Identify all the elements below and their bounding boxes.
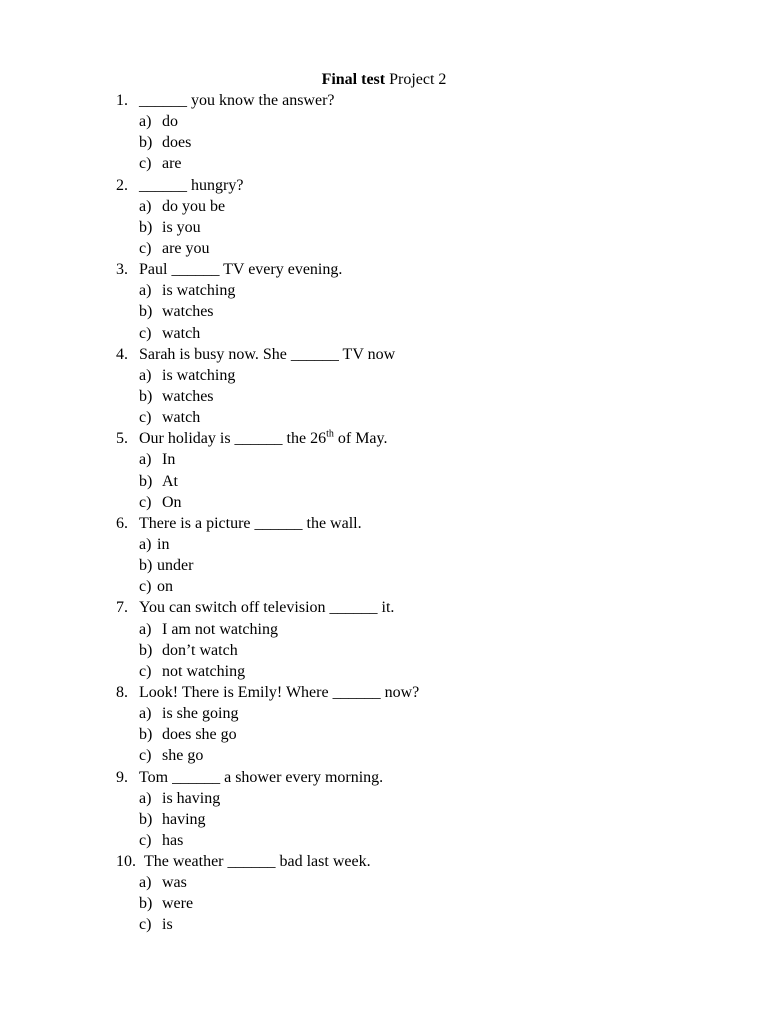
answer-text: watches — [162, 303, 214, 321]
answer-text: is she going — [162, 705, 239, 723]
answer-text: I am not watching — [162, 620, 278, 638]
answer-text: is watching — [162, 366, 236, 384]
answer-option-content — [139, 745, 203, 766]
answer-text: are you — [162, 239, 210, 257]
answer-letter: c) — [139, 916, 152, 934]
answer-letter: c) — [139, 747, 152, 765]
answer-letter: c) — [139, 409, 152, 427]
answer-text: on — [157, 578, 173, 596]
answer-text: do — [162, 113, 178, 131]
question-text-before: Our holiday is ______ the 26 — [139, 430, 327, 448]
question-number: 10. — [116, 853, 136, 871]
answer-text: does — [162, 134, 192, 152]
answer-text: watches — [162, 387, 214, 405]
answer-option-content — [139, 492, 182, 513]
answer-option-content — [139, 280, 235, 301]
answer-option — [113, 449, 713, 470]
answer-text: does she go — [162, 726, 237, 744]
question-text — [139, 428, 388, 449]
answer-option-content — [139, 661, 245, 682]
question-number: 7. — [116, 599, 128, 617]
answer-letter: a) — [139, 535, 152, 553]
answer-option-content — [139, 576, 173, 597]
answer-option — [113, 492, 713, 513]
answer-option-content — [139, 386, 214, 407]
answer-text: is — [162, 916, 173, 934]
answer-option-content — [139, 301, 214, 322]
answer-text: under — [157, 557, 194, 575]
answer-option — [113, 619, 713, 640]
answer-letter: a) — [139, 282, 152, 300]
answer-text: is having — [162, 789, 221, 807]
question-number: 8. — [116, 683, 128, 701]
answer-letter: b) — [139, 472, 153, 490]
answer-option — [113, 386, 713, 407]
question-number: 5. — [116, 430, 128, 448]
answer-letter: a) — [139, 197, 152, 215]
answer-option — [113, 111, 713, 132]
answer-option — [113, 153, 713, 174]
question-7 — [113, 597, 713, 618]
answer-option-content — [139, 619, 278, 640]
question-list — [113, 90, 713, 936]
answer-option-content — [139, 111, 178, 132]
answer-letter: c) — [139, 155, 152, 173]
question-text: Paul ______ TV every evening. — [139, 261, 343, 279]
answer-text: not watching — [162, 662, 246, 680]
answer-option — [113, 703, 713, 724]
answer-option-content — [139, 640, 238, 661]
question-text-superscript: th — [326, 428, 334, 440]
answer-option-content — [139, 407, 200, 428]
answer-option-content — [139, 788, 220, 809]
answer-letter: a) — [139, 451, 152, 469]
question-4 — [113, 344, 713, 365]
answer-letter: c) — [139, 324, 152, 342]
answer-letter: a) — [139, 874, 152, 892]
answer-option-content — [139, 132, 191, 153]
question-number: 6. — [116, 514, 128, 532]
answer-text: is you — [162, 218, 201, 236]
answer-option-content — [139, 323, 200, 344]
answer-option-content — [139, 217, 201, 238]
answer-option-content — [139, 724, 237, 745]
answer-option — [113, 640, 713, 661]
answer-option — [113, 914, 713, 935]
question-number: 1. — [116, 92, 128, 109]
answer-option — [113, 301, 713, 322]
answer-option-content — [139, 893, 193, 914]
answer-option-content — [139, 196, 225, 217]
answer-option — [113, 407, 713, 428]
answer-letter: b) — [139, 895, 153, 913]
answer-option — [113, 830, 713, 851]
answer-text: are — [162, 155, 182, 173]
answer-text: do you be — [162, 197, 226, 215]
answer-option — [113, 555, 713, 576]
answer-option — [113, 576, 713, 597]
answer-letter: a) — [139, 620, 152, 638]
question-3 — [113, 259, 713, 280]
question-number: 4. — [116, 345, 128, 363]
question-text: There is a picture ______ the wall. — [139, 514, 362, 532]
answer-letter: c) — [139, 662, 152, 680]
answer-option-content — [139, 914, 173, 935]
answer-option-content — [139, 555, 193, 576]
answer-option — [113, 661, 713, 682]
answer-letter: b) — [139, 810, 153, 828]
answer-option-content — [139, 703, 238, 724]
answer-text: was — [162, 874, 187, 892]
answer-letter: c) — [139, 239, 152, 257]
answer-option — [113, 132, 713, 153]
answer-option — [113, 238, 713, 259]
answer-option — [113, 471, 713, 492]
answer-letter: b) — [139, 557, 153, 575]
answer-letter: b) — [139, 641, 153, 659]
answer-text: is watching — [162, 282, 236, 300]
answer-option — [113, 365, 713, 386]
answer-text: having — [162, 810, 206, 828]
question-text: The weather ______ bad last week. — [144, 853, 371, 871]
question-text: Tom ______ a shower every morning. — [139, 768, 384, 786]
answer-option — [113, 788, 713, 809]
answer-letter: b) — [139, 218, 153, 236]
question-5 — [113, 428, 713, 449]
answer-letter: a) — [139, 705, 152, 723]
answer-option-content — [139, 153, 182, 174]
answer-letter: a) — [139, 113, 152, 131]
question-9 — [113, 767, 713, 788]
answer-text: watch — [162, 409, 201, 427]
answer-option — [113, 280, 713, 301]
answer-text: in — [157, 535, 170, 553]
answer-option-content — [139, 809, 206, 830]
answer-option — [113, 724, 713, 745]
question-text: Look! There is Emily! Where ______ now? — [139, 683, 420, 701]
answer-letter: a) — [139, 789, 152, 807]
answer-letter: c) — [139, 493, 152, 511]
answer-option — [113, 534, 713, 555]
answer-option — [113, 893, 713, 914]
answer-option-content — [139, 449, 175, 470]
question-2 — [113, 175, 713, 196]
answer-option-content — [139, 872, 187, 893]
answer-option — [113, 323, 713, 344]
answer-text: At — [162, 472, 178, 490]
question-number: 9. — [116, 768, 128, 786]
answer-text: On — [162, 493, 182, 511]
question-1 — [113, 90, 713, 111]
answer-option — [113, 809, 713, 830]
question-10 — [113, 851, 713, 872]
answer-letter: b) — [139, 134, 153, 152]
answer-option-content — [139, 238, 210, 259]
page-title — [0, 69, 768, 90]
question-text: Sarah is busy now. She ______ TV now — [139, 345, 396, 363]
question-text: ______ hungry? — [139, 176, 244, 194]
question-text: You can switch off television ______ it. — [139, 599, 395, 617]
answer-option — [113, 217, 713, 238]
answer-letter: b) — [139, 726, 153, 744]
answer-option — [113, 745, 713, 766]
answer-option-content — [139, 365, 235, 386]
answer-letter: a) — [139, 366, 152, 384]
answer-option-content — [139, 830, 183, 851]
answer-option — [113, 196, 713, 217]
answer-text: she go — [162, 747, 204, 765]
question-text-after: of May. — [333, 430, 388, 448]
question-number: 3. — [116, 261, 128, 279]
answer-letter: b) — [139, 387, 153, 405]
question-6 — [113, 513, 713, 534]
answer-text: watch — [162, 324, 201, 342]
question-text: ______ you know the answer? — [139, 92, 335, 109]
answer-letter: c) — [139, 831, 152, 849]
answer-letter: b) — [139, 303, 153, 321]
answer-text: were — [162, 895, 194, 913]
question-8 — [113, 682, 713, 703]
answer-text: In — [162, 451, 176, 469]
title-bold: Final test — [321, 71, 386, 88]
title-rest: Project 2 — [385, 71, 447, 88]
answer-text: don’t watch — [162, 641, 238, 659]
answer-option-content — [139, 534, 169, 555]
answer-option — [113, 872, 713, 893]
answer-option-content — [139, 471, 178, 492]
question-number: 2. — [116, 176, 128, 194]
answer-letter: c) — [139, 578, 152, 596]
answer-text: has — [162, 831, 184, 849]
